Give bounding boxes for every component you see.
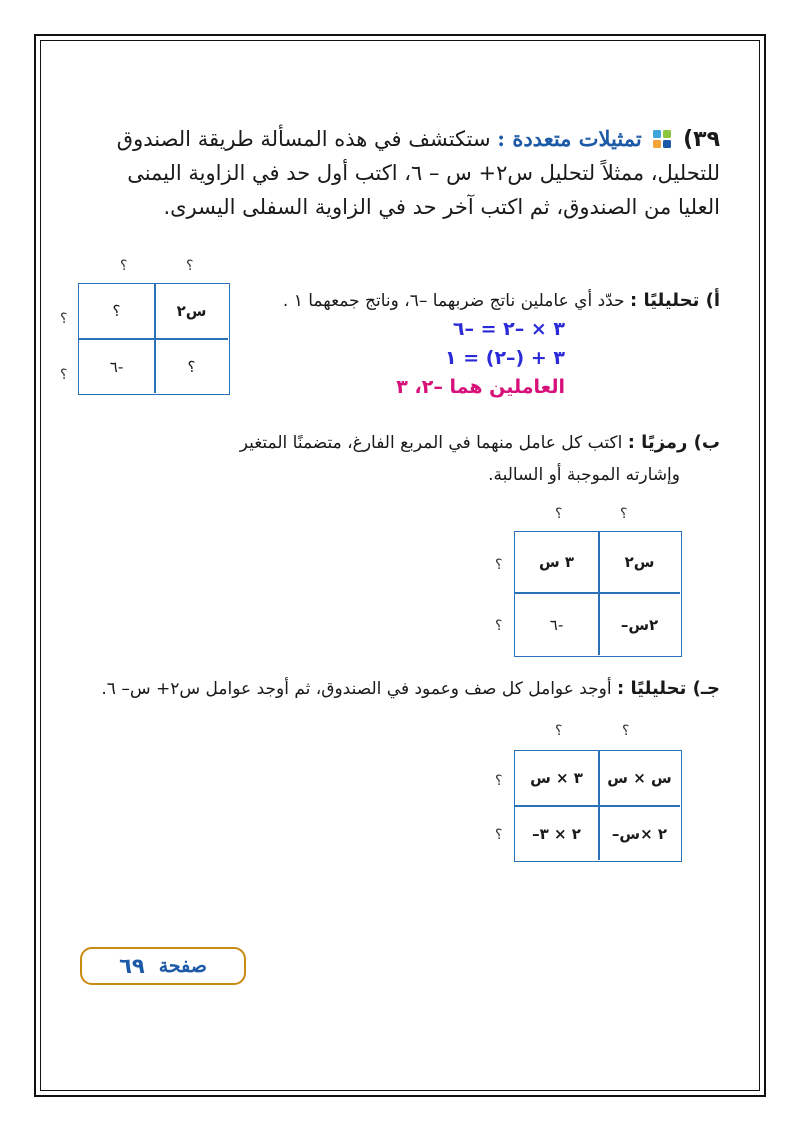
puzzle-icon [652,129,672,149]
box-b-row-marker-bottom: ؟ [495,618,503,634]
part-a-answer-3: العاملين هما –٢، ٣ [396,376,565,398]
box-c-top-left: ٣ × س [530,769,583,787]
box-c-column-marker-right: ؟ [622,723,630,739]
part-c-label: جـ) تحليليًا : [617,678,720,699]
page-number: ٦٩ [119,954,145,978]
box-a-column-marker-right: ؟ [186,258,194,274]
box-b [514,531,682,657]
question-number: ٣٩) [683,127,720,152]
topic-title: تمثيلات متعددة : [497,126,642,151]
page-label: صفحة [158,955,207,977]
question-line-2: للتحليل، ممثلاً لتحليل س٢+ س – ٦، اكتب أول حد في الزاوية اليمنى [127,161,720,185]
box-a [78,283,230,395]
box-c [514,750,682,862]
box-c-bottom-left: –٢ × ٣ [532,824,581,843]
box-a-row-marker-top: ؟ [60,311,68,327]
part-c-line [101,676,720,702]
part-b-line-2: وإشارته الموجبة أو السالبة. [488,465,680,485]
part-a-label: أ) تحليليًا : [629,290,720,311]
part-b-line-1 [240,430,720,456]
box-b-bottom-left: ٦- [549,615,564,634]
part-b-text-1: اكتب كل عامل منهما في المربع الفارغ، متضمنًا المتغير [239,433,623,453]
box-a-bottom-right: ؟ [187,357,196,376]
part-a-line [283,288,720,314]
box-c-top-right: س × س [607,769,672,787]
box-b-top-left: ٣ س [538,553,575,571]
part-a-answer-1: ٣ × –٢ = –٦ [452,318,565,340]
box-c-row-marker-top: ؟ [495,773,503,789]
question-line-1 [117,124,720,155]
question-line-3: العليا من الصندوق، ثم اكتب آخر حد في الزاوية السفلى اليسرى. [163,195,720,219]
box-a-top-left: ؟ [112,302,121,320]
box-b-bottom-right: –٢س [620,615,659,634]
part-a-answer-2: ٣ + (–٢) = ١ [444,347,565,369]
box-c-bottom-right: –٢ ×س [611,824,668,843]
box-c-row-marker-bottom: ؟ [495,827,503,843]
box-b-row-marker-top: ؟ [495,557,503,573]
part-b-label: ب) رمزيًا : [627,432,720,453]
box-b-column-marker-left: ؟ [555,506,563,522]
box-c-column-marker-left: ؟ [555,723,563,739]
box-a-top-right: س٢ [176,302,207,320]
question-text-1: ستكتشف في هذه المسألة طريقة الصندوق [116,127,491,151]
box-b-top-right: س٢ [624,553,655,571]
box-a-row-marker-bottom: ؟ [60,367,68,383]
part-a-text: حدّد أي عاملين ناتج ضربهما –٦، وناتج جمعهما ١ . [282,291,625,311]
part-c-text: أوجد عوامل كل صف وعمود في الصندوق، ثم أوجد عوامل س٢+ س– ٦. [101,679,612,699]
box-a-bottom-left: ٦- [109,357,124,376]
box-a-column-marker-left: ؟ [120,258,128,274]
page-number-badge [80,947,246,985]
box-b-column-marker-right: ؟ [620,506,628,522]
